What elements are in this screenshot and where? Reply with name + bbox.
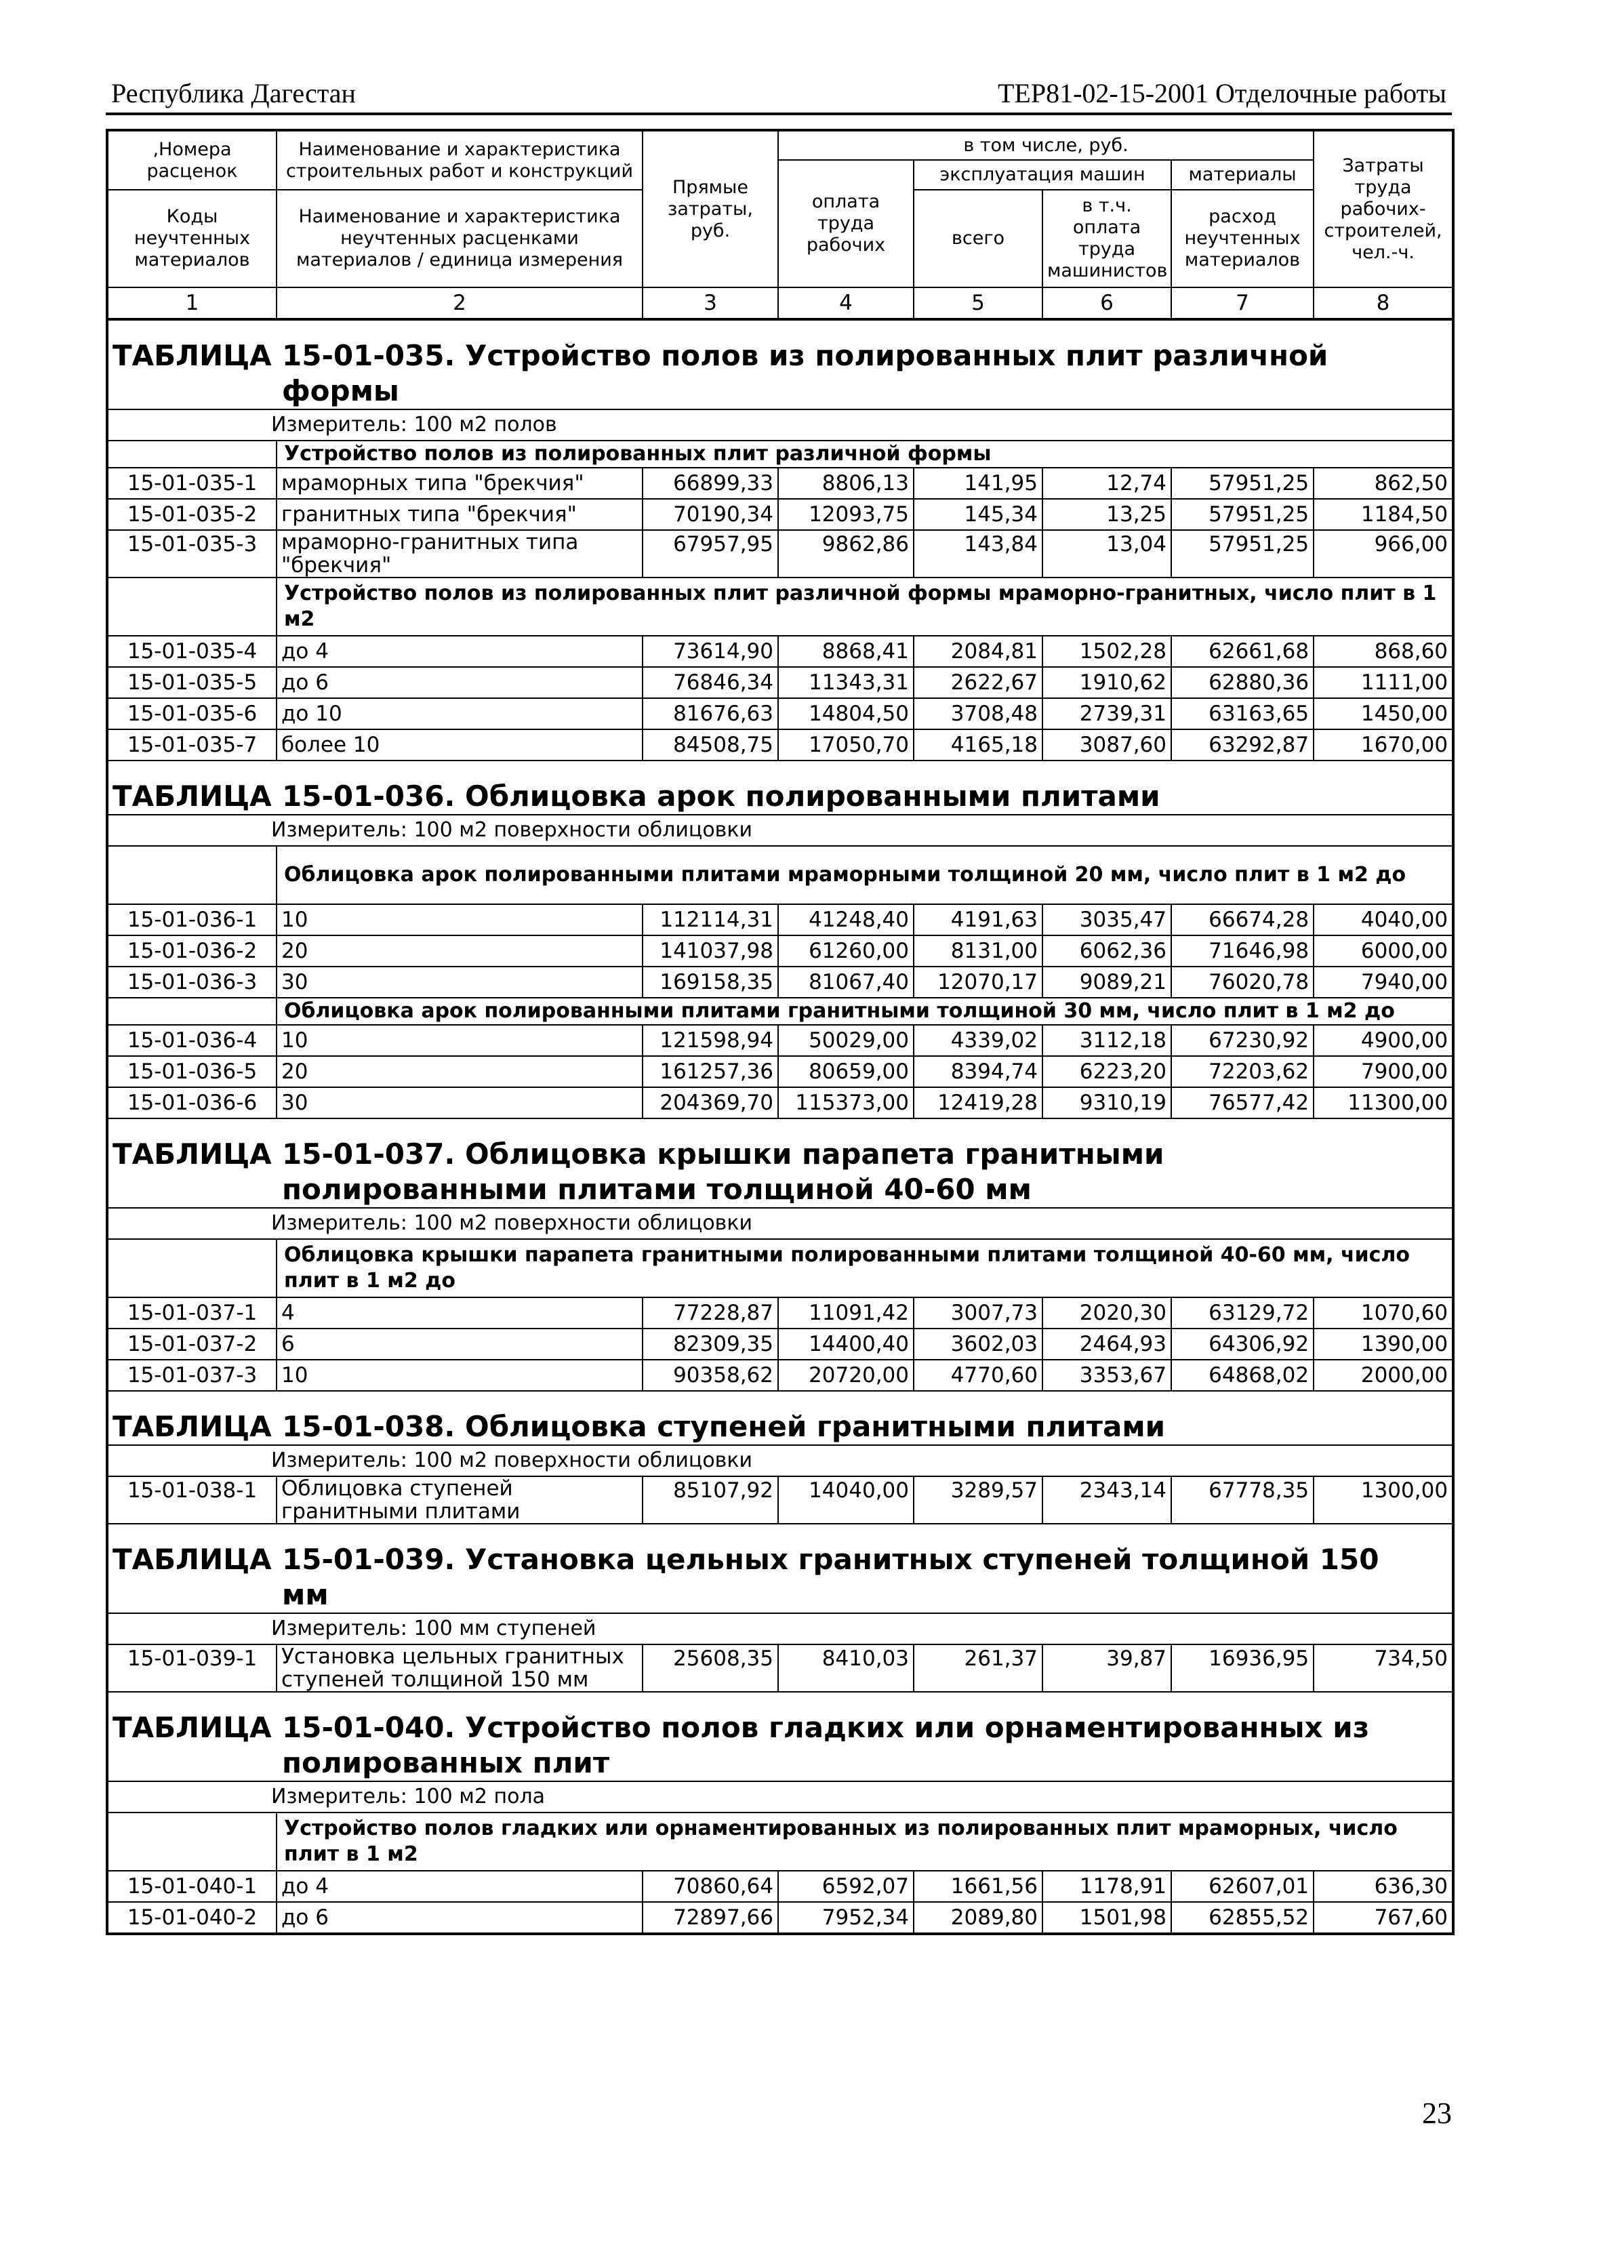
measure-unit: Измеритель: 100 м2 поверхности облицовки: [107, 1445, 1453, 1476]
rate-name: 20: [277, 935, 643, 967]
rate-name: гранитных типа "брекчия": [277, 499, 643, 530]
col-machines-total: всего: [914, 190, 1042, 287]
rate-code: 15-01-040-2: [107, 1902, 277, 1934]
rate-name: 30: [277, 967, 643, 998]
table-name: 15-01-038. Облицовка ступеней гранитными плитами: [282, 1410, 1166, 1443]
table-row: [107, 1056, 1453, 1087]
col-number: 6: [1042, 287, 1171, 319]
table-row: [107, 468, 1453, 499]
col-machinist-wages: в т.ч. оплата труда машинистов: [1042, 190, 1171, 287]
value-cell: 6223,20: [1042, 1056, 1171, 1087]
table-row: [107, 698, 1453, 729]
column-numbers-row: [107, 287, 1453, 319]
rate-code: 15-01-037-3: [107, 1360, 277, 1391]
col-machines: эксплуатация машин: [914, 160, 1171, 190]
table-row: [107, 499, 1453, 530]
table-name: 15-01-036. Облицовка арок полированными плитами: [282, 779, 1160, 813]
rate-code: 15-01-035-3: [107, 530, 277, 578]
value-cell: 14400,40: [778, 1329, 914, 1360]
rate-name: до 6: [277, 1902, 643, 1934]
value-cell: 12,74: [1042, 468, 1171, 499]
rate-code: 15-01-035-6: [107, 698, 277, 729]
value-cell: 8806,13: [778, 468, 914, 499]
value-cell: 4339,02: [914, 1025, 1042, 1056]
value-cell: 62880,36: [1171, 667, 1314, 698]
table-row: [107, 1476, 1453, 1524]
value-cell: 2020,30: [1042, 1297, 1171, 1329]
table-row: [107, 935, 1453, 967]
col-direct-costs: Прямые затраты, руб.: [643, 130, 778, 287]
value-cell: 13,25: [1042, 499, 1171, 530]
table-row: [107, 667, 1453, 698]
value-cell: 1670,00: [1314, 729, 1453, 761]
value-cell: 3353,67: [1042, 1360, 1171, 1391]
value-cell: 8868,41: [778, 636, 914, 667]
value-cell: 261,37: [914, 1644, 1042, 1692]
measure-unit: Измеритель: 100 мм ступеней: [107, 1613, 1453, 1644]
measure-unit: Измеритель: 100 м2 поверхности облицовки: [107, 1208, 1453, 1239]
value-cell: 20720,00: [778, 1360, 914, 1391]
value-cell: 82309,35: [643, 1329, 778, 1360]
value-cell: 1501,98: [1042, 1902, 1171, 1934]
col-materials: материалы: [1171, 160, 1314, 190]
subsection-row: [107, 441, 1453, 468]
subsection-row: [107, 1239, 1453, 1297]
measure-unit: Измеритель: 100 м2 пола: [107, 1781, 1453, 1813]
value-cell: 76577,42: [1171, 1087, 1314, 1118]
page-number: 23: [1422, 2097, 1452, 2130]
table-title: [107, 1542, 1453, 1613]
value-cell: 81067,40: [778, 967, 914, 998]
value-cell: 1502,28: [1042, 636, 1171, 667]
rate-name: до 6: [277, 667, 643, 698]
table-name: 15-01-037. Облицовка крышки парапета гранитными полированными плитами толщиной 40-60 мм: [282, 1137, 1164, 1206]
rate-code: 15-01-036-2: [107, 935, 277, 967]
subsection-row: [107, 1813, 1453, 1871]
rate-name: 30: [277, 1087, 643, 1118]
table-title: [107, 1137, 1453, 1208]
value-cell: 63129,72: [1171, 1297, 1314, 1329]
value-cell: 17050,70: [778, 729, 914, 761]
measure-row: [107, 1208, 1453, 1239]
rate-name: до 4: [277, 1871, 643, 1902]
rate-code: 15-01-037-1: [107, 1297, 277, 1329]
value-cell: 25608,35: [643, 1644, 778, 1692]
value-cell: 141037,98: [643, 935, 778, 967]
col-number: 1: [107, 287, 277, 319]
col-wages: оплата труда рабочих: [778, 160, 914, 287]
value-cell: 4770,60: [914, 1360, 1042, 1391]
table-row: [107, 1329, 1453, 1360]
value-cell: 12419,28: [914, 1087, 1042, 1118]
value-cell: 2739,31: [1042, 698, 1171, 729]
value-cell: 1178,91: [1042, 1871, 1171, 1902]
col-work-name: Наименование и характеристика строительных работ и конструкций: [277, 130, 643, 190]
rate-name: 10: [277, 1360, 643, 1391]
col-number: 2: [277, 287, 643, 319]
value-cell: 14040,00: [778, 1476, 914, 1524]
value-cell: 6062,36: [1042, 935, 1171, 967]
value-cell: 76020,78: [1171, 967, 1314, 998]
table-row: [107, 1360, 1453, 1391]
rate-code: 15-01-040-1: [107, 1871, 277, 1902]
value-cell: 13,04: [1042, 530, 1171, 578]
col-number: 8: [1314, 287, 1453, 319]
rate-code: 15-01-035-2: [107, 499, 277, 530]
table-label: ТАБЛИЦА: [113, 1711, 272, 1744]
value-cell: 70190,34: [643, 499, 778, 530]
page-header: [106, 76, 1452, 115]
value-cell: 71646,98: [1171, 935, 1314, 967]
value-cell: 112114,31: [643, 904, 778, 935]
rate-name: Установка цельных гранитных ступеней толщиной 150 мм: [277, 1644, 643, 1692]
value-cell: 67957,95: [643, 530, 778, 578]
value-cell: 3007,73: [914, 1297, 1042, 1329]
table-row: [107, 729, 1453, 761]
value-cell: 204369,70: [643, 1087, 778, 1118]
table-row: [107, 1644, 1453, 1692]
value-cell: 9862,86: [778, 530, 914, 578]
value-cell: 2622,67: [914, 667, 1042, 698]
value-cell: 41248,40: [778, 904, 914, 935]
value-cell: 66899,33: [643, 468, 778, 499]
value-cell: 64868,02: [1171, 1360, 1314, 1391]
table-row: [107, 1087, 1453, 1118]
value-cell: 2343,14: [1042, 1476, 1171, 1524]
value-cell: 7900,00: [1314, 1056, 1453, 1087]
subsection-title: Облицовка арок полированными плитами мраморными толщиной 20 мм, число плит в 1 м2 до: [277, 846, 1453, 904]
value-cell: 90358,62: [643, 1360, 778, 1391]
col-number: 7: [1171, 287, 1314, 319]
header-region: Республика Дагестан: [111, 78, 356, 108]
rate-code: 15-01-036-4: [107, 1025, 277, 1056]
value-cell: 767,60: [1314, 1902, 1453, 1934]
table-name: 15-01-039. Установка цельных гранитных ступеней толщиной 150 мм: [282, 1543, 1379, 1611]
measure-unit: Измеритель: 100 м2 полов: [107, 409, 1453, 441]
value-cell: 39,87: [1042, 1644, 1171, 1692]
value-cell: 1300,00: [1314, 1476, 1453, 1524]
value-cell: 16936,95: [1171, 1644, 1314, 1692]
value-cell: 57951,25: [1171, 499, 1314, 530]
subsection-row: [107, 846, 1453, 904]
value-cell: 12070,17: [914, 967, 1042, 998]
measure-row: [107, 815, 1453, 846]
value-cell: 7940,00: [1314, 967, 1453, 998]
rate-code: 15-01-038-1: [107, 1476, 277, 1524]
value-cell: 862,50: [1314, 468, 1453, 499]
value-cell: 11343,31: [778, 667, 914, 698]
value-cell: 3602,03: [914, 1329, 1042, 1360]
rate-name: до 4: [277, 636, 643, 667]
value-cell: 9310,19: [1042, 1087, 1171, 1118]
subsection-title: Облицовка крышки парапета гранитными полированными плитами толщиной 40-60 мм, число плит в 1 м2 до: [277, 1239, 1453, 1297]
value-cell: 85107,92: [643, 1476, 778, 1524]
table-label: ТАБЛИЦА: [113, 1410, 272, 1443]
value-cell: 61260,00: [778, 935, 914, 967]
value-cell: 2084,81: [914, 636, 1042, 667]
value-cell: 9089,21: [1042, 967, 1171, 998]
value-cell: 2089,80: [914, 1902, 1042, 1934]
rate-name: Облицовка ступеней гранитными плитами: [277, 1476, 643, 1524]
rate-code: 15-01-036-5: [107, 1056, 277, 1087]
table-row: [107, 904, 1453, 935]
rate-code: 15-01-037-2: [107, 1329, 277, 1360]
measure-unit: Измеритель: 100 м2 поверхности облицовки: [107, 815, 1453, 846]
value-cell: 734,50: [1314, 1644, 1453, 1692]
value-cell: 81676,63: [643, 698, 778, 729]
table-name: 15-01-035. Устройство полов из полированных плит различной формы: [282, 339, 1328, 407]
rate-code: 15-01-039-1: [107, 1644, 277, 1692]
value-cell: 4900,00: [1314, 1025, 1453, 1056]
table-name: 15-01-040. Устройство полов гладких или орнаментированных из полированных плит: [282, 1711, 1370, 1779]
value-cell: 62607,01: [1171, 1871, 1314, 1902]
col-labor-costs: Затраты труда рабочих-строителей, чел.-ч.: [1314, 130, 1453, 287]
rate-code: 15-01-036-1: [107, 904, 277, 935]
value-cell: 62661,68: [1171, 636, 1314, 667]
value-cell: 76846,34: [643, 667, 778, 698]
col-including: в том числе, руб.: [778, 130, 1314, 160]
rate-code: 15-01-036-6: [107, 1087, 277, 1118]
table-label: ТАБЛИЦА: [113, 339, 272, 372]
table-title: [107, 1710, 1453, 1781]
table-title: [107, 338, 1453, 409]
header-document-code: ТЕР81-02-15-2001 Отделочные работы: [997, 78, 1446, 108]
subsection-title: Устройство полов из полированных плит различной формы: [277, 441, 1453, 468]
subsection-title: Устройство полов из полированных плит различной формы мраморно-гранитных, число плит в 1 м2: [277, 578, 1453, 636]
value-cell: 121598,94: [643, 1025, 778, 1056]
value-cell: 1070,60: [1314, 1297, 1453, 1329]
value-cell: 2000,00: [1314, 1360, 1453, 1391]
value-cell: 141,95: [914, 468, 1042, 499]
table-row: [107, 1902, 1453, 1934]
rate-code: 15-01-035-5: [107, 667, 277, 698]
value-cell: 3035,47: [1042, 904, 1171, 935]
value-cell: 1111,00: [1314, 667, 1453, 698]
rate-name: более 10: [277, 729, 643, 761]
value-cell: 8410,03: [778, 1644, 914, 1692]
value-cell: 7952,34: [778, 1902, 914, 1934]
col-material-consumption: расход неучтенных материалов: [1171, 190, 1314, 287]
col-material-name: Наименование и характеристика неучтенных расценками материалов / единица измерения: [277, 190, 643, 287]
measure-row: [107, 1781, 1453, 1813]
value-cell: 1390,00: [1314, 1329, 1453, 1360]
subsection-row: [107, 578, 1453, 636]
value-cell: 966,00: [1314, 530, 1453, 578]
rate-name: до 10: [277, 698, 643, 729]
value-cell: 57951,25: [1171, 530, 1314, 578]
rate-name: 4: [277, 1297, 643, 1329]
value-cell: 80659,00: [778, 1056, 914, 1087]
value-cell: 6000,00: [1314, 935, 1453, 967]
value-cell: 1184,50: [1314, 499, 1453, 530]
value-cell: 1450,00: [1314, 698, 1453, 729]
value-cell: 143,84: [914, 530, 1042, 578]
table-row: [107, 1871, 1453, 1902]
value-cell: 2464,93: [1042, 1329, 1171, 1360]
value-cell: 3087,60: [1042, 729, 1171, 761]
value-cell: 50029,00: [778, 1025, 914, 1056]
value-cell: 57951,25: [1171, 468, 1314, 499]
value-cell: 3708,48: [914, 698, 1042, 729]
rate-code: 15-01-036-3: [107, 967, 277, 998]
col-number: 4: [778, 287, 914, 319]
col-number: 3: [643, 287, 778, 319]
value-cell: 14804,50: [778, 698, 914, 729]
table-label: ТАБЛИЦА: [113, 1137, 272, 1171]
value-cell: 67778,35: [1171, 1476, 1314, 1524]
value-cell: 8394,74: [914, 1056, 1042, 1087]
value-cell: 6592,07: [778, 1871, 914, 1902]
rate-name: мраморно-гранитных типа "брекчия": [277, 530, 643, 578]
value-cell: 4165,18: [914, 729, 1042, 761]
table-row: [107, 1297, 1453, 1329]
table-row: [107, 1025, 1453, 1056]
value-cell: 11091,42: [778, 1297, 914, 1329]
value-cell: 62855,52: [1171, 1902, 1314, 1934]
table-row: [107, 967, 1453, 998]
table-label: ТАБЛИЦА: [113, 779, 272, 813]
value-cell: 84508,75: [643, 729, 778, 761]
subsection-title: Облицовка арок полированными плитами гранитными толщиной 30 мм, число плит в 1 м2 до: [277, 998, 1453, 1025]
value-cell: 3112,18: [1042, 1025, 1171, 1056]
subsection-title: Устройство полов гладких или орнаментированных из полированных плит мраморных, число плит в 1 м2: [277, 1813, 1453, 1871]
rate-name: 10: [277, 1025, 643, 1056]
value-cell: 73614,90: [643, 636, 778, 667]
table-row: [107, 530, 1453, 578]
rate-code: 15-01-035-7: [107, 729, 277, 761]
table-title: [107, 779, 1453, 815]
value-cell: 161257,36: [643, 1056, 778, 1087]
value-cell: 72897,66: [643, 1902, 778, 1934]
measure-row: [107, 1445, 1453, 1476]
col-rate-numbers: ,Номера расценок: [107, 130, 277, 190]
rate-name: 6: [277, 1329, 643, 1360]
value-cell: 868,60: [1314, 636, 1453, 667]
value-cell: 70860,64: [643, 1871, 778, 1902]
value-cell: 67230,92: [1171, 1025, 1314, 1056]
value-cell: 63292,87: [1171, 729, 1314, 761]
value-cell: 1661,56: [914, 1871, 1042, 1902]
value-cell: 636,30: [1314, 1871, 1453, 1902]
value-cell: 4191,63: [914, 904, 1042, 935]
col-material-codes: Коды неучтенных материалов: [107, 190, 277, 287]
rate-code: 15-01-035-4: [107, 636, 277, 667]
col-number: 5: [914, 287, 1042, 319]
value-cell: 77228,87: [643, 1297, 778, 1329]
subsection-row: [107, 998, 1453, 1025]
value-cell: 145,34: [914, 499, 1042, 530]
table-row: [107, 636, 1453, 667]
value-cell: 72203,62: [1171, 1056, 1314, 1087]
value-cell: 3289,57: [914, 1476, 1042, 1524]
value-cell: 11300,00: [1314, 1087, 1453, 1118]
rate-name: 20: [277, 1056, 643, 1087]
table-title: [107, 1409, 1453, 1445]
value-cell: 8131,00: [914, 935, 1042, 967]
rates-table: [106, 129, 1455, 1935]
value-cell: 66674,28: [1171, 904, 1314, 935]
value-cell: 12093,75: [778, 499, 914, 530]
rate-name: 10: [277, 904, 643, 935]
value-cell: 169158,35: [643, 967, 778, 998]
rate-name: мраморных типа "брекчия": [277, 468, 643, 499]
value-cell: 64306,92: [1171, 1329, 1314, 1360]
measure-row: [107, 1613, 1453, 1644]
value-cell: 115373,00: [778, 1087, 914, 1118]
table-label: ТАБЛИЦА: [113, 1543, 272, 1576]
rate-code: 15-01-035-1: [107, 468, 277, 499]
measure-row: [107, 409, 1453, 441]
value-cell: 4040,00: [1314, 904, 1453, 935]
value-cell: 63163,65: [1171, 698, 1314, 729]
value-cell: 1910,62: [1042, 667, 1171, 698]
